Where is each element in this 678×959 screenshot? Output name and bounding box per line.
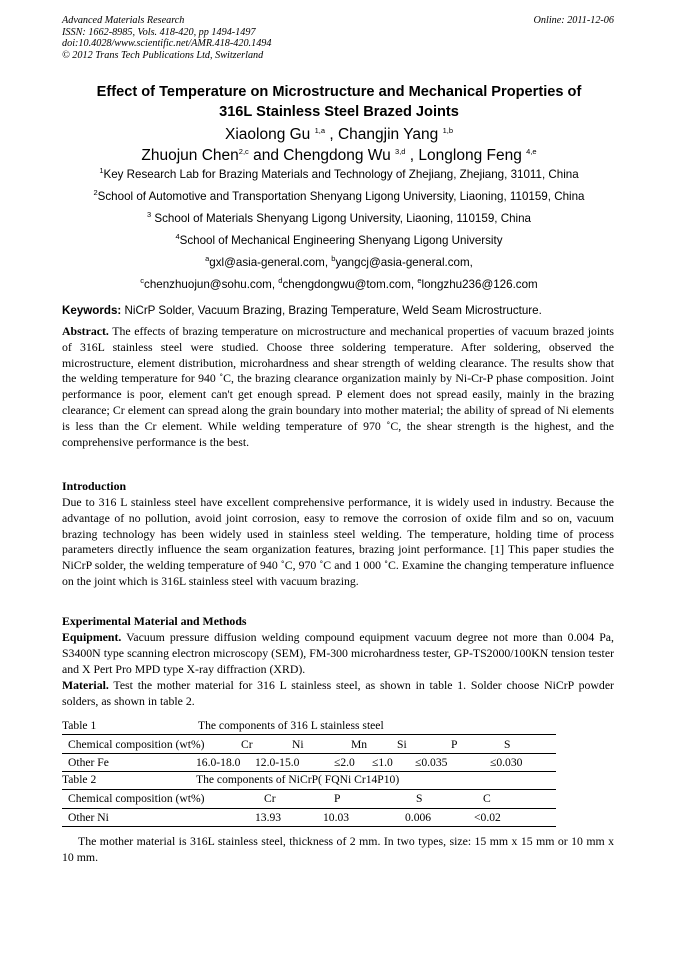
affiliation-text: School of Automotive and Transportation Shenyang Ligong University, Liaoning, 110159, China bbox=[97, 190, 585, 203]
table-cell: Other Fe bbox=[68, 756, 109, 769]
online-date: Online: 2011-12-06 bbox=[533, 15, 614, 26]
table-header-cell: P bbox=[334, 792, 341, 805]
introduction-heading: Introduction bbox=[62, 479, 127, 493]
author-superscript: 4,e bbox=[526, 146, 537, 156]
journal-name: Advanced Materials Research bbox=[62, 15, 185, 26]
affiliation-number: 4 bbox=[175, 232, 180, 242]
author-separator: , bbox=[409, 147, 415, 164]
email-marker: c bbox=[140, 276, 145, 286]
affiliation-number: 2 bbox=[93, 188, 98, 198]
affiliation-number: 3 bbox=[147, 210, 152, 220]
table-cell: 0.006 bbox=[405, 811, 432, 824]
author-superscript: 1,b bbox=[442, 125, 453, 135]
table-cell: ≤2.0 bbox=[334, 756, 355, 769]
keywords-label: Keywords: bbox=[62, 304, 122, 317]
author-name: Longlong Feng bbox=[418, 147, 522, 164]
material-label: Material. bbox=[62, 678, 109, 692]
affiliation-1 bbox=[20, 168, 658, 182]
table-1-mid-rule bbox=[62, 753, 556, 754]
abstract-text: The effects of brazing temperature on microstructure and mechanical properties of vacuum brazed joints of 316L stainless steel were studied. Choose three soldering temperature. After soldering, observed the microstructure, element distribution, microhardness and shear strength of welding clearance. The results show that the welding temperature for 940 ˚C, the brazing clearance organization mainly by Ni-Cr-P phase composition. Joint performance is poor, element can't get enough spread. P element does not spread easily, mainly in the brazing clearance; Cr element can spread along the grain boundary into mother material; the ability of spread of Ni elements is less than the Cr element. While welding temperature of 970 ˚C, the shear strength is the highest, and the comprehensive performance is the best. bbox=[62, 324, 614, 449]
author-line-2 bbox=[40, 145, 638, 166]
table-header-cell: Chemical composition (wt%) bbox=[68, 792, 205, 805]
equipment-text: Vacuum pressure diffusion welding compound equipment vacuum degree not more than 0.004 Pa, S3400N type scanning electron microscopy (SEM), FM-300 microhardness tester, GP-TS2000/100KN tension tester and X Pert Pro MPD type X-ray diffraction (XRD). bbox=[62, 630, 614, 676]
email-address: longzhu236@126.com bbox=[421, 278, 538, 291]
keywords bbox=[62, 304, 542, 318]
table-cell: <0.02 bbox=[474, 811, 501, 824]
author-separator: , bbox=[329, 126, 334, 143]
keywords-text: NiCrP Solder, Vacuum Brazing, Brazing Temperature, Weld Seam Microstructure. bbox=[121, 304, 542, 317]
table-header-cell: Ni bbox=[292, 738, 304, 751]
material-paragraph bbox=[62, 678, 614, 710]
email-line-2 bbox=[20, 278, 658, 292]
table-header-cell: C bbox=[483, 792, 491, 805]
email-marker: a bbox=[205, 254, 210, 264]
author-name: Zhuojun Chen bbox=[141, 147, 239, 164]
email-address: chengdongwu@tom.com, bbox=[282, 278, 418, 291]
table-1-bottom-rule bbox=[62, 771, 556, 772]
table-1-label: Table 1 bbox=[62, 719, 97, 732]
introduction-text: Due to 316 L stainless steel have excellent comprehensive performance, it is widely used in industry. Because the advantage of no pollution, avoid joint corrosion, easy to remove the corrosion of oxide film and so on, vacuum brazing technology has been widely used in stainless steel welding. The temperature, holding time of process parameters directly influence the seam organization features, brazing joint performance. [1] This paper studies the NiCrP solder, the welding temperature of 940 ˚C, 970 ˚C and 1 000 ˚C. Examine the changing temperature influence on the joint which is 316L stainless steel with vacuum brazing. bbox=[62, 495, 614, 588]
copyright-line: © 2012 Trans Tech Publications Ltd, Switzerland bbox=[62, 49, 264, 61]
journal-header bbox=[62, 15, 271, 61]
table-header-cell: S bbox=[504, 738, 511, 751]
table-cell: ≤0.035 bbox=[415, 756, 448, 769]
email-marker: e bbox=[417, 276, 422, 286]
table-header-cell: Chemical composition (wt%) bbox=[68, 738, 205, 751]
author-name: Changjin Yang bbox=[337, 126, 439, 143]
abstract bbox=[62, 324, 614, 450]
author-superscript: 1,a bbox=[314, 125, 326, 135]
email-address: gxl@asia-general.com, bbox=[209, 256, 332, 269]
author-name: Chengdong Wu bbox=[283, 147, 391, 164]
affiliation-4 bbox=[20, 234, 658, 248]
abstract-label: Abstract. bbox=[62, 324, 109, 338]
author-superscript: 3,d bbox=[395, 146, 406, 156]
equipment-paragraph bbox=[62, 630, 614, 677]
email-marker: b bbox=[331, 254, 336, 264]
author-list bbox=[40, 124, 638, 166]
table-2-label: Table 2 bbox=[62, 773, 97, 786]
author-separator: and bbox=[253, 147, 279, 164]
affiliation-text: Key Research Lab for Brazing Materials and Technology of Zhejiang, Zhejiang, 31011, China bbox=[103, 168, 579, 181]
material-text: Test the mother material for 316 L stainless steel, as shown in table 1. Solder choose NiCrP powder solders, as shown in table 2. bbox=[62, 678, 614, 708]
affiliation-number: 1 bbox=[99, 166, 104, 176]
table-cell: 16.0-18.0 bbox=[196, 756, 241, 769]
paper-title bbox=[60, 82, 618, 122]
email-address: chenzhuojun@sohu.com, bbox=[144, 278, 279, 291]
table-header-cell: Mn bbox=[351, 738, 368, 751]
table-cell: ≤1.0 bbox=[372, 756, 393, 769]
table-2-mid-rule bbox=[62, 808, 556, 809]
affiliation-text: School of Materials Shenyang Ligong University, Liaoning, 110159, China bbox=[151, 212, 531, 225]
author-name: Xiaolong Gu bbox=[224, 126, 311, 143]
email-line-1 bbox=[20, 256, 658, 270]
author-line-1 bbox=[40, 124, 638, 145]
methods-heading: Experimental Material and Methods bbox=[62, 614, 247, 628]
doi-line: doi:10.4028/www.scientific.net/AMR.418-420.1494 bbox=[62, 38, 272, 50]
title-line-2: 316L Stainless Steel Brazed Joints bbox=[219, 104, 459, 120]
table-2-top-rule bbox=[62, 789, 556, 790]
closing-paragraph: The mother material is 316L stainless steel, thickness of 2 mm. In two types, size: 15 mm x 15 mm or 10 mm x 10 mm. bbox=[62, 834, 614, 864]
author-superscript: 2,c bbox=[238, 146, 249, 156]
table-header-cell: S bbox=[416, 792, 423, 805]
email-marker: d bbox=[278, 276, 283, 286]
affiliation-2 bbox=[20, 190, 658, 204]
title-line-1: Effect of Temperature on Microstructure and Mechanical Properties of bbox=[96, 84, 582, 100]
table-cell: Other Ni bbox=[68, 811, 109, 824]
affiliation-text: School of Mechanical Engineering Shenyang Ligong University bbox=[179, 234, 503, 247]
email-address: yangcj@asia-general.com, bbox=[335, 256, 473, 269]
table-1-top-rule bbox=[62, 734, 556, 735]
table-cell: ≤0.030 bbox=[490, 756, 523, 769]
table-2-bottom-rule bbox=[62, 826, 556, 827]
issn-line: ISSN: 1662-8985, Vols. 418-420, pp 1494-1497 bbox=[62, 26, 256, 38]
table-header-cell: P bbox=[451, 738, 458, 751]
table-header-cell: Cr bbox=[241, 738, 253, 751]
table-2-caption: The components of NiCrP( FQNi Cr14P10) bbox=[196, 773, 400, 786]
table-cell: 12.0-15.0 bbox=[255, 756, 300, 769]
equipment-label: Equipment. bbox=[62, 630, 122, 644]
table-header-cell: Si bbox=[397, 738, 407, 751]
table-cell: 13.93 bbox=[255, 811, 282, 824]
table-header-cell: Cr bbox=[264, 792, 276, 805]
affiliation-3 bbox=[20, 212, 658, 226]
table-cell: 10.03 bbox=[323, 811, 350, 824]
table-1-caption: The components of 316 L stainless steel bbox=[198, 719, 384, 732]
